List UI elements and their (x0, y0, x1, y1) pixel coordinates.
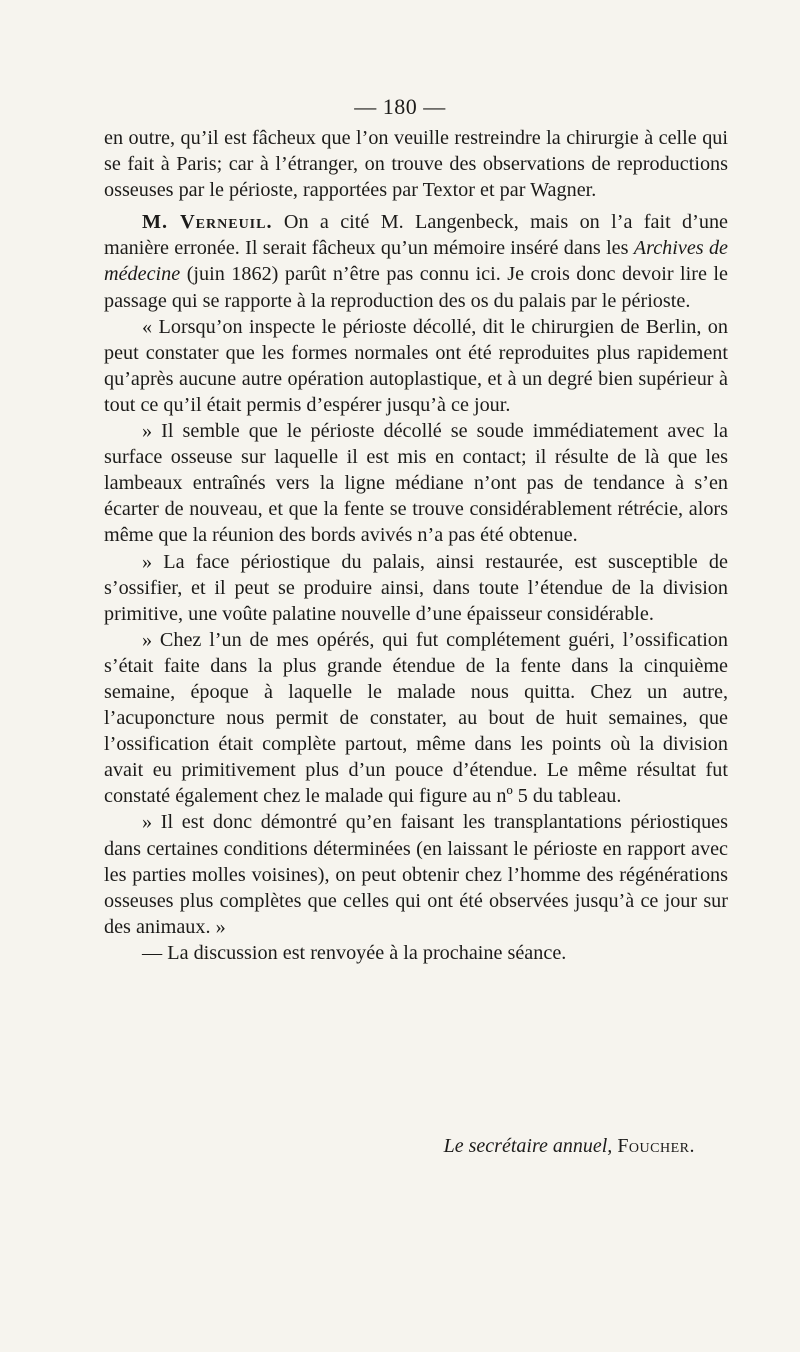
signature (444, 1135, 695, 1158)
paragraph-1: en outre, qu’il est fâcheux que l’on veuille restreindre la chirurgie à celle qui se fait à Paris; car à l’étranger, on trouve des observations de reproductions osseuses par le périoste, rapportées par Textor et par Wagner. (104, 127, 728, 202)
speaker-name: M. Verneuil. (142, 211, 273, 234)
paragraph-2-text-a: On a cité M. Langenbeck, mais on l’a fait d’une manière erronée. Il serait fâcheux qu’un mémoire inséré dans les (104, 211, 728, 260)
signature-name: Foucher. (617, 1135, 695, 1157)
paragraph-2-text-b: (juin 1862) parût n’être pas connu ici. Je crois donc devoir lire le passage qui se rapporte à la reproduction des os du palais par le périoste. (104, 263, 728, 312)
paragraph-5: » La face périostique du palais, ainsi restaurée, est susceptible de s’ossifier, et il peut se produire ainsi, dans toute l’étendue de la division primitive, une voûte palatine nouvelle d’une épaisseur considérable. (104, 550, 728, 625)
paragraph-6: » Chez l’un de mes opérés, qui fut complétement guéri, l’ossification s’était faite dans la plus grande étendue de la fente dans la cinquième semaine, époque à laquelle le malade nous quitta. Chez un autre, l’acuponcture nous permit de constater, au bout de huit semaines, que l’ossification était complète partout, même dans les points où la division avait eu primitivement plus d’un pouce d’étendue. Le même résultat fut constaté également chez le malade qui figure au nº 5 du tableau. (104, 628, 728, 808)
page-number: — 180 — (354, 94, 446, 119)
body-text (104, 125, 728, 966)
paragraph-8: — La discussion est renvoyée à la prochaine séance. (142, 941, 567, 964)
journal-title: Archives de médecine (104, 237, 728, 286)
paragraph-2 (104, 209, 728, 313)
paragraph-3: « Lorsqu’on inspecte le périoste décollé, dit le chirurgien de Berlin, on peut constater que les formes normales ont été reproduites plus rapidement qu’après aucune autre opération autoplastique, et à un degré bien supérieur à tout ce qu’il était permis d’espérer jusqu’à ce jour. (104, 315, 728, 416)
signature-title: Le secrétaire annuel, (443, 1135, 613, 1157)
paragraph-4: » Il semble que le périoste décollé se soude immédiatement avec la surface osseuse sur laquelle il est mis en contact; il résulte de là que les lambeaux entraînés vers la ligne médiane n’ont pas de tendance à s’en écarter de nouveau, et que la fente se trouve considérablement rétrécie, alors même que la réunion des bords avivés n’a pas été obtenue. (104, 420, 728, 547)
paragraph-7: » Il est donc démontré qu’en faisant les transplantations périostiques dans certaines conditions déterminées (en laissant le périoste en rapport avec les parties molles voisines), on peut obtenir chez l’homme des régénérations osseuses plus complètes que celles qui ont été observées jusqu’à ce jour sur des animaux. » (104, 811, 728, 938)
